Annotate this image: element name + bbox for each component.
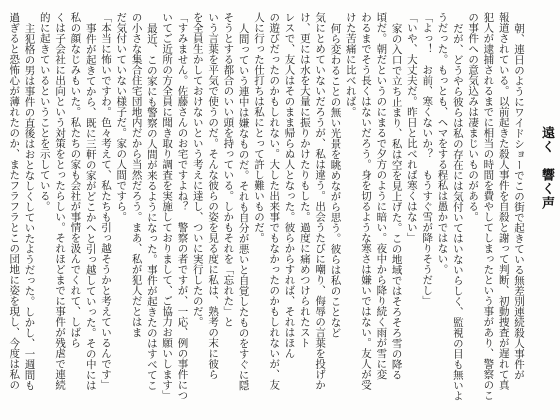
text-column: 的に起きているということを示している。 — [38, 12, 51, 212]
text-column: いう言葉を平気で使うのだ。そんな彼らの姿を見る度に私は、熟考の末に彼ら — [207, 12, 220, 380]
text-column: 主犯格の男は事件の直後はおとなしくしていたようだった。しかし、一週間も — [23, 22, 36, 390]
text-column: うだった。もっとも、ヘマをする程私は愚かではない。 — [436, 12, 449, 275]
text-column: 気にとめていないだろうが、私は違う。出会うたびに嘲り、侮辱の言葉を投げか — [314, 12, 327, 390]
text-column: 犯人が逮捕されるまでに相当の時間を費やしてしまったという事があり、警察のこ — [482, 12, 495, 401]
text-column: け、更には水を大量に振りかけたりもした。過度に痛めつけられたスト — [298, 12, 311, 348]
text-column: 人に行った仕打ちは私にとって許し難いものだ。 — [252, 12, 265, 243]
text-column: わるまでそう長くはないだろう。身を切るような寒さは嫌いではない。友人が受 — [360, 12, 373, 390]
text-column: 朝、連日のようにワイドショーでこの街で起きている無差別連続殺人事件が — [513, 22, 525, 380]
text-column: 報道されている。以前起きた殺人事件を自殺と謝って判断、初動捜査が遅れて真 — [497, 12, 510, 390]
text-column: 人間っていう連中は嫌なものだ。それも自分が悪いと自覚したものをすぐに隠 — [237, 22, 250, 390]
text-column: の小さな集合住宅団地内だから当然だろう。まあ、私が犯人だとはま — [130, 12, 143, 338]
text-column: 「本当に怖いですわ。色々考えて、私たちも引っ越そうかと考えているんです」 — [99, 12, 112, 390]
text-column: だ気付いていない様子だ。家の人間ですら。 — [115, 12, 128, 222]
text-column: の事件への意気込みは凄まじいものがある。 — [467, 12, 480, 222]
text-column: そうとする都合のいい頭を持っている。しかもそれを「忘れた」と — [222, 12, 235, 327]
text-column: 私の顔なじみもいた。私たちの家も会社が事情を汲んでくれて、しばら — [69, 12, 82, 348]
text-column: だが、どうやら彼らは私の存在には気付いてはいないらしく、監視の目も無いよ — [451, 22, 464, 401]
text-column: レスで、友人はそのまま帰らぬ人となった。彼らからすれば、それはほん — [283, 12, 296, 359]
text-column: 家の入口で立ち止まり、私は空を見上げた。この地域ではそろそろ雪の降る — [390, 22, 403, 380]
text-column: 「すみません。佐藤さんのお宅ですよね？ 警察の者ですが、一応、例の事件につ — [176, 12, 189, 401]
text-column: いてご近所の方全員に聞き取り調査を実施しておりまして、ご協力お願いします」 — [161, 12, 174, 401]
text-column: 最近、この家にも警察の人間が来るようになった。事件が起きたのはすべてこ — [145, 22, 158, 390]
chapter-title: 遠く 響く声 — [539, 126, 554, 210]
text-column: けた苦痛に比べれば。 — [344, 12, 357, 117]
text-column: 「よっ！ お前、寒くないか？ もうすぐ雪が降りそうだし」 — [421, 12, 434, 306]
text-column: の遊びだったのかもしれない。大した出来事でもなかったのかもしれないが、友 — [268, 12, 281, 390]
text-column: 何ら変わることの無い光景を眺めながら思う。彼らは私のことなど — [329, 22, 342, 338]
body-text — [6, 12, 526, 414]
text-column: 頃だ。朝だというのにまるで夕方のように暗い。夜中から降り続く雨が雪に変 — [375, 12, 388, 380]
text-column: 「いや、大丈夫だ。昨日と比べれば寒くはない」 — [405, 12, 418, 243]
text-column: を全員生かしておけないという考えに達し、ついに実行したのだ。 — [191, 12, 204, 327]
text-column: 事件が起きてから、既に三軒の家がどこかへと引っ越していった。その中には — [84, 22, 97, 390]
text-column: くは子会社に出向という対策をとったらしい。それほどまでに事件が残虐で連続 — [54, 12, 67, 390]
text-column: 過ぎると恐怖心が薄れたのか、またフラフラとこの団地に姿を現し、今度は私の — [8, 12, 21, 390]
